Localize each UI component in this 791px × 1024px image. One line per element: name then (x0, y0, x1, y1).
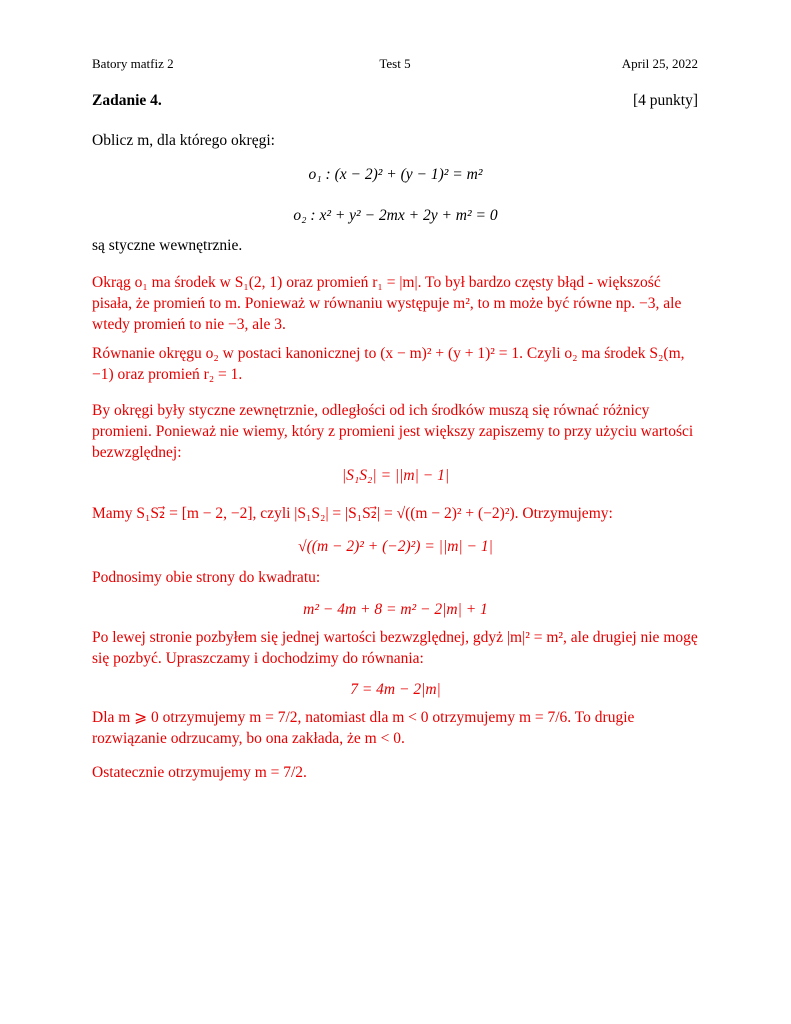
solution-paragraph-6: Po lewej stronie pozbyłem się jednej wartości bezwzględnej, gdyż |m|² = m², ale drugiej nie mogę się pozbyć. Upraszczamy i dochodzimy do równania: (92, 629, 698, 667)
solution-paragraph-3: By okręgi były styczne zewnętrznie, odległości od ich środków muszą się równać różnicy promieni. Ponieważ nie wiemy, który z promieni jest większy zapiszemy to przy użyciu wartości bezwzględnej: (92, 402, 694, 461)
solution-equation-4: √((m − 2)² + (−2)²) = ||m| − 1| (298, 538, 493, 555)
solution-paragraph-8: Ostatecznie otrzymujemy m = 7/2. (92, 764, 307, 781)
problem-intro: Oblicz m, dla którego okręgi: (92, 132, 275, 149)
solution-equation-5: m² − 4m + 8 = m² − 2|m| + 1 (303, 601, 488, 618)
page-header (92, 56, 698, 74)
solution-paragraph-2: Równanie okręgu o₂ w postaci kanonicznej to (x − m)² + (y + 1)² = 1. Czyli o₂ ma środek S₂(m, −1) oraz promień r₂ = 1. (92, 345, 685, 383)
solution-paragraph-5: Podnosimy obie strony do kwadratu: (92, 569, 321, 586)
task-points: [4 punkty] (632, 92, 698, 109)
header-right: April 25, 2022 (621, 56, 698, 71)
problem-outro: są styczne wewnętrznie. (92, 237, 243, 254)
problem-equation-1: o₁ : (x − 2)² + (y − 1)² = m² (308, 166, 483, 183)
solution-paragraph-7: Dla m ⩾ 0 otrzymujemy m = 7/2, natomiast dla m < 0 otrzymujemy m = 7/6. To drugie rozwiązanie odrzucamy, bo ona zakłada, że m < 0. (92, 709, 635, 747)
task-title: Zadanie 4. (92, 92, 162, 109)
header-left: Batory matfiz 2 (92, 56, 174, 71)
solution-equation-3: |S₁S₂| = ||m| − 1| (341, 467, 450, 484)
solution-paragraph-1: Okrąg o₁ ma środek w S₁(2, 1) oraz promień r₁ = |m|. To był bardzo częsty błąd - większość pisała, że promień to m. Ponieważ w równaniu występuje m², to m może być równe np. −3, ale wtedy promień to nie −3, ale 3. (92, 274, 682, 333)
solution-paragraph-4: Mamy S₁S₂⃗ = [m − 2, −2], czyli |S₁S₂| = |S₁S₂⃗| = √((m − 2)² + (−2)²). Otrzymujemy: (92, 505, 613, 522)
solution-equation-6: 7 = 4m − 2|m| (350, 681, 441, 698)
problem-equation-2: o₂ : x² + y² − 2mx + 2y + m² = 0 (293, 207, 498, 224)
header-center: Test 5 (379, 56, 411, 71)
